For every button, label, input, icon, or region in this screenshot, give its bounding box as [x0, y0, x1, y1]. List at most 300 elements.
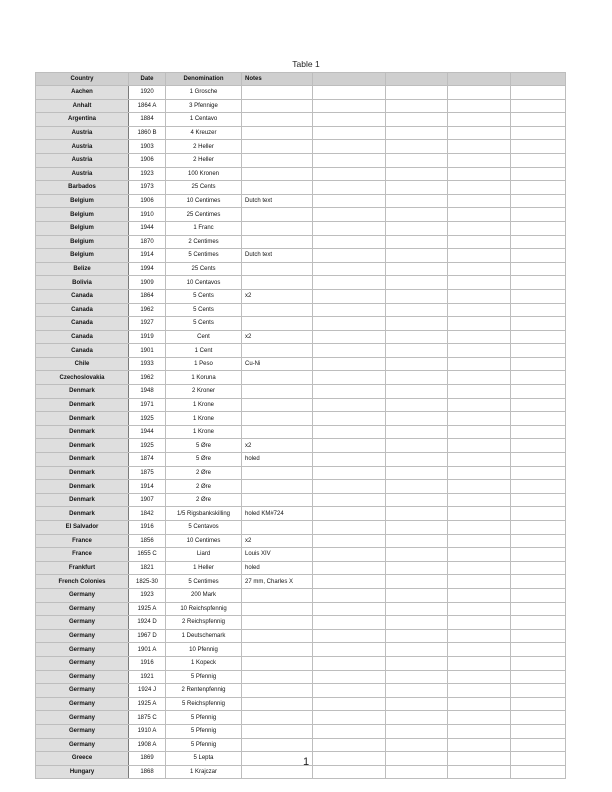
country-cell: Germany — [36, 724, 129, 738]
date-cell: 1860 B — [129, 126, 166, 140]
table-row — [36, 344, 566, 358]
empty-cell — [448, 208, 511, 222]
denomination-cell: 100 Kronen — [166, 167, 242, 181]
country-cell: Germany — [36, 670, 129, 684]
country-cell: Germany — [36, 656, 129, 670]
table-row — [36, 235, 566, 249]
empty-cell — [386, 480, 448, 494]
country-cell: El Salvador — [36, 521, 129, 535]
table-row — [36, 425, 566, 439]
column-header-empty — [511, 73, 566, 86]
empty-cell — [511, 167, 566, 181]
country-cell: France — [36, 548, 129, 562]
empty-cell — [386, 439, 448, 453]
empty-cell — [313, 534, 386, 548]
empty-cell — [448, 697, 511, 711]
empty-cell — [386, 412, 448, 426]
empty-cell — [448, 344, 511, 358]
date-cell: 1908 A — [129, 738, 166, 752]
empty-cell — [386, 738, 448, 752]
denomination-cell: 1/5 Rigsbankskilling — [166, 507, 242, 521]
empty-cell — [313, 167, 386, 181]
empty-cell — [511, 602, 566, 616]
denomination-cell: 5 Centavos — [166, 521, 242, 535]
denomination-cell: 5 Cents — [166, 303, 242, 317]
notes-cell — [242, 371, 313, 385]
empty-cell — [511, 643, 566, 657]
empty-cell — [386, 235, 448, 249]
empty-cell — [511, 507, 566, 521]
empty-cell — [386, 398, 448, 412]
table-row — [36, 466, 566, 480]
empty-cell — [386, 575, 448, 589]
denomination-cell: 2 Centimes — [166, 235, 242, 249]
date-cell: 1916 — [129, 656, 166, 670]
notes-cell — [242, 113, 313, 127]
notes-cell: x2 — [242, 439, 313, 453]
empty-cell — [448, 561, 511, 575]
denomination-cell: 200 Mark — [166, 588, 242, 602]
empty-cell — [313, 303, 386, 317]
denomination-cell: 25 Cents — [166, 262, 242, 276]
empty-cell — [511, 697, 566, 711]
denomination-cell: 3 Pfennige — [166, 99, 242, 113]
date-cell: 1914 — [129, 480, 166, 494]
table-row — [36, 412, 566, 426]
country-cell: Belgium — [36, 235, 129, 249]
denomination-cell: 1 Cent — [166, 344, 242, 358]
empty-cell — [511, 588, 566, 602]
empty-cell — [511, 357, 566, 371]
denomination-cell: 5 Cents — [166, 289, 242, 303]
empty-cell — [448, 534, 511, 548]
denomination-cell: 10 Centavos — [166, 276, 242, 290]
date-cell: 1973 — [129, 181, 166, 195]
table-row — [36, 289, 566, 303]
empty-cell — [511, 140, 566, 154]
date-cell: 1901 A — [129, 643, 166, 657]
notes-cell: Louis XIV — [242, 548, 313, 562]
empty-cell — [313, 344, 386, 358]
date-cell: 1655 C — [129, 548, 166, 562]
notes-cell — [242, 616, 313, 630]
country-cell: Austria — [36, 126, 129, 140]
empty-cell — [386, 181, 448, 195]
notes-cell — [242, 711, 313, 725]
table-row — [36, 126, 566, 140]
empty-cell — [313, 181, 386, 195]
country-cell: Greece — [36, 752, 129, 766]
date-cell: 1916 — [129, 521, 166, 535]
country-cell: Denmark — [36, 466, 129, 480]
empty-cell — [313, 208, 386, 222]
table-row — [36, 616, 566, 630]
denomination-cell: 2 Heller — [166, 140, 242, 154]
empty-cell — [448, 86, 511, 100]
empty-cell — [386, 289, 448, 303]
denomination-cell: 2 Heller — [166, 153, 242, 167]
denomination-cell: 1 Peso — [166, 357, 242, 371]
country-cell: Denmark — [36, 480, 129, 494]
empty-cell — [511, 249, 566, 263]
date-cell: 1944 — [129, 221, 166, 235]
notes-cell — [242, 153, 313, 167]
denomination-cell: 5 Pfennig — [166, 711, 242, 725]
empty-cell — [313, 439, 386, 453]
empty-cell — [448, 385, 511, 399]
table-row — [36, 357, 566, 371]
empty-cell — [386, 466, 448, 480]
empty-cell — [448, 249, 511, 263]
empty-cell — [448, 221, 511, 235]
notes-cell — [242, 99, 313, 113]
notes-cell — [242, 262, 313, 276]
date-cell: 1868 — [129, 765, 166, 779]
date-cell: 1903 — [129, 140, 166, 154]
date-cell: 1933 — [129, 357, 166, 371]
table-row — [36, 670, 566, 684]
country-cell: Denmark — [36, 439, 129, 453]
empty-cell — [511, 521, 566, 535]
country-cell: Canada — [36, 330, 129, 344]
table-row — [36, 181, 566, 195]
empty-cell — [448, 670, 511, 684]
empty-cell — [313, 697, 386, 711]
empty-cell — [511, 208, 566, 222]
empty-cell — [386, 588, 448, 602]
country-cell: Canada — [36, 317, 129, 331]
denomination-cell: 2 Rentenpfennig — [166, 684, 242, 698]
empty-cell — [448, 99, 511, 113]
country-cell: Germany — [36, 711, 129, 725]
empty-cell — [511, 412, 566, 426]
empty-cell — [386, 113, 448, 127]
country-cell: Austria — [36, 140, 129, 154]
empty-cell — [448, 738, 511, 752]
notes-cell: Cu-Ni — [242, 357, 313, 371]
date-cell: 1884 — [129, 113, 166, 127]
empty-cell — [313, 371, 386, 385]
country-cell: Denmark — [36, 453, 129, 467]
empty-cell — [511, 330, 566, 344]
column-header-empty — [386, 73, 448, 86]
coin-table — [35, 72, 566, 779]
empty-cell — [448, 575, 511, 589]
notes-cell — [242, 385, 313, 399]
empty-cell — [386, 521, 448, 535]
empty-cell — [448, 616, 511, 630]
notes-cell — [242, 344, 313, 358]
empty-cell — [386, 140, 448, 154]
empty-cell — [313, 507, 386, 521]
empty-cell — [386, 249, 448, 263]
empty-cell — [386, 317, 448, 331]
empty-cell — [386, 656, 448, 670]
date-cell: 1925 — [129, 439, 166, 453]
column-header-country: Country — [36, 73, 129, 86]
date-cell: 1994 — [129, 262, 166, 276]
empty-cell — [511, 126, 566, 140]
table-row — [36, 643, 566, 657]
empty-cell — [313, 262, 386, 276]
empty-cell — [386, 153, 448, 167]
country-cell: Germany — [36, 629, 129, 643]
empty-cell — [313, 629, 386, 643]
country-cell: Denmark — [36, 425, 129, 439]
empty-cell — [313, 86, 386, 100]
empty-cell — [313, 153, 386, 167]
empty-cell — [386, 711, 448, 725]
empty-cell — [313, 602, 386, 616]
country-cell: Argentina — [36, 113, 129, 127]
country-cell: Germany — [36, 697, 129, 711]
empty-cell — [448, 276, 511, 290]
table-row — [36, 113, 566, 127]
empty-cell — [511, 276, 566, 290]
empty-cell — [386, 670, 448, 684]
table-row — [36, 575, 566, 589]
empty-cell — [386, 194, 448, 208]
empty-cell — [511, 425, 566, 439]
empty-cell — [386, 357, 448, 371]
date-cell: 1948 — [129, 385, 166, 399]
country-cell: Germany — [36, 588, 129, 602]
country-cell: Barbados — [36, 181, 129, 195]
empty-cell — [448, 140, 511, 154]
notes-cell — [242, 697, 313, 711]
empty-cell — [386, 425, 448, 439]
empty-cell — [386, 344, 448, 358]
table-row — [36, 262, 566, 276]
table-row — [36, 453, 566, 467]
empty-cell — [313, 289, 386, 303]
empty-cell — [448, 317, 511, 331]
notes-cell — [242, 398, 313, 412]
column-header-notes: Notes — [242, 73, 313, 86]
empty-cell — [386, 86, 448, 100]
empty-cell — [511, 561, 566, 575]
empty-cell — [511, 113, 566, 127]
date-cell: 1874 — [129, 453, 166, 467]
empty-cell — [511, 629, 566, 643]
date-cell: 1923 — [129, 167, 166, 181]
empty-cell — [313, 317, 386, 331]
column-header-empty — [313, 73, 386, 86]
country-cell: Denmark — [36, 412, 129, 426]
empty-cell — [313, 385, 386, 399]
date-cell: 1901 — [129, 344, 166, 358]
notes-cell — [242, 724, 313, 738]
date-cell: 1925 — [129, 412, 166, 426]
empty-cell — [386, 167, 448, 181]
empty-cell — [313, 453, 386, 467]
denomination-cell: Cent — [166, 330, 242, 344]
empty-cell — [313, 724, 386, 738]
page-number: 1 — [302, 756, 310, 768]
date-cell: 1906 — [129, 194, 166, 208]
empty-cell — [313, 521, 386, 535]
empty-cell — [386, 507, 448, 521]
empty-cell — [448, 453, 511, 467]
notes-cell: holed KM#724 — [242, 507, 313, 521]
notes-cell — [242, 208, 313, 222]
date-cell: 1909 — [129, 276, 166, 290]
country-cell: Czechoslovakia — [36, 371, 129, 385]
empty-cell — [386, 493, 448, 507]
notes-cell — [242, 181, 313, 195]
empty-cell — [313, 711, 386, 725]
empty-cell — [448, 357, 511, 371]
denomination-cell: 5 Reichspfennig — [166, 697, 242, 711]
country-cell: Denmark — [36, 398, 129, 412]
table-row — [36, 371, 566, 385]
table-row — [36, 738, 566, 752]
empty-cell — [313, 330, 386, 344]
empty-cell — [511, 221, 566, 235]
country-cell: Austria — [36, 167, 129, 181]
empty-cell — [448, 656, 511, 670]
date-cell: 1944 — [129, 425, 166, 439]
table-row — [36, 656, 566, 670]
country-cell: French Colonies — [36, 575, 129, 589]
denomination-cell: 1 Krone — [166, 412, 242, 426]
empty-cell — [448, 181, 511, 195]
notes-cell: 27 mm, Charles X — [242, 575, 313, 589]
country-cell: Belgium — [36, 221, 129, 235]
denomination-cell: 5 Lepta — [166, 752, 242, 766]
empty-cell — [511, 684, 566, 698]
date-cell: 1925 A — [129, 602, 166, 616]
empty-cell — [448, 398, 511, 412]
empty-cell — [313, 249, 386, 263]
country-cell: Germany — [36, 738, 129, 752]
empty-cell — [511, 317, 566, 331]
table-row — [36, 534, 566, 548]
denomination-cell: 5 Øre — [166, 439, 242, 453]
empty-cell — [511, 99, 566, 113]
empty-cell — [313, 140, 386, 154]
date-cell: 1825-30 — [129, 575, 166, 589]
notes-cell: Dutch text — [242, 249, 313, 263]
denomination-cell: Liard — [166, 548, 242, 562]
empty-cell — [313, 670, 386, 684]
denomination-cell: 25 Cents — [166, 181, 242, 195]
table-row — [36, 493, 566, 507]
denomination-cell: 5 Pfennig — [166, 738, 242, 752]
notes-cell — [242, 466, 313, 480]
table-row — [36, 330, 566, 344]
country-cell: Belize — [36, 262, 129, 276]
country-cell: Belgium — [36, 208, 129, 222]
empty-cell — [511, 724, 566, 738]
notes-cell: holed — [242, 453, 313, 467]
date-cell: 1907 — [129, 493, 166, 507]
empty-cell — [511, 344, 566, 358]
notes-cell: x2 — [242, 534, 313, 548]
empty-cell — [511, 439, 566, 453]
country-cell: Denmark — [36, 507, 129, 521]
empty-cell — [313, 656, 386, 670]
empty-cell — [511, 548, 566, 562]
empty-cell — [511, 194, 566, 208]
table-row — [36, 303, 566, 317]
empty-cell — [511, 575, 566, 589]
empty-cell — [448, 684, 511, 698]
empty-cell — [386, 616, 448, 630]
empty-cell — [386, 371, 448, 385]
denomination-cell: 5 Øre — [166, 453, 242, 467]
date-cell: 1925 A — [129, 697, 166, 711]
table-row — [36, 561, 566, 575]
denomination-cell: 1 Koruna — [166, 371, 242, 385]
empty-cell — [386, 534, 448, 548]
empty-cell — [448, 466, 511, 480]
table-row — [36, 153, 566, 167]
date-cell: 1914 — [129, 249, 166, 263]
table-row — [36, 724, 566, 738]
column-header-empty — [448, 73, 511, 86]
country-cell: Belgium — [36, 194, 129, 208]
country-cell: Hungary — [36, 765, 129, 779]
date-cell: 1920 — [129, 86, 166, 100]
country-cell: Chile — [36, 357, 129, 371]
table-title: Table 1 — [292, 59, 320, 69]
table-row — [36, 398, 566, 412]
empty-cell — [313, 398, 386, 412]
date-cell: 1962 — [129, 371, 166, 385]
denomination-cell: 1 Grosche — [166, 86, 242, 100]
table-row — [36, 167, 566, 181]
country-cell: Denmark — [36, 385, 129, 399]
empty-cell — [313, 235, 386, 249]
date-cell: 1875 C — [129, 711, 166, 725]
table-row — [36, 548, 566, 562]
country-cell: Germany — [36, 684, 129, 698]
table-row — [36, 521, 566, 535]
empty-cell — [386, 262, 448, 276]
notes-cell — [242, 738, 313, 752]
country-cell: Canada — [36, 303, 129, 317]
empty-cell — [448, 480, 511, 494]
empty-cell — [448, 521, 511, 535]
notes-cell — [242, 493, 313, 507]
table-row — [36, 276, 566, 290]
table-body — [36, 86, 566, 779]
denomination-cell: 10 Centimes — [166, 194, 242, 208]
empty-cell — [313, 357, 386, 371]
notes-cell — [242, 684, 313, 698]
table-row — [36, 221, 566, 235]
empty-cell — [386, 548, 448, 562]
empty-cell — [448, 439, 511, 453]
empty-cell — [313, 493, 386, 507]
table-row — [36, 439, 566, 453]
empty-cell — [313, 738, 386, 752]
header-row — [36, 73, 566, 86]
table-row — [36, 317, 566, 331]
table-row — [36, 507, 566, 521]
date-cell: 1910 A — [129, 724, 166, 738]
empty-cell — [448, 507, 511, 521]
notes-cell: Dutch text — [242, 194, 313, 208]
date-cell: 1856 — [129, 534, 166, 548]
denomination-cell: 25 Centimes — [166, 208, 242, 222]
denomination-cell: 10 Pfennig — [166, 643, 242, 657]
date-cell: 1821 — [129, 561, 166, 575]
table-row — [36, 194, 566, 208]
country-cell: Aachen — [36, 86, 129, 100]
table-row — [36, 711, 566, 725]
